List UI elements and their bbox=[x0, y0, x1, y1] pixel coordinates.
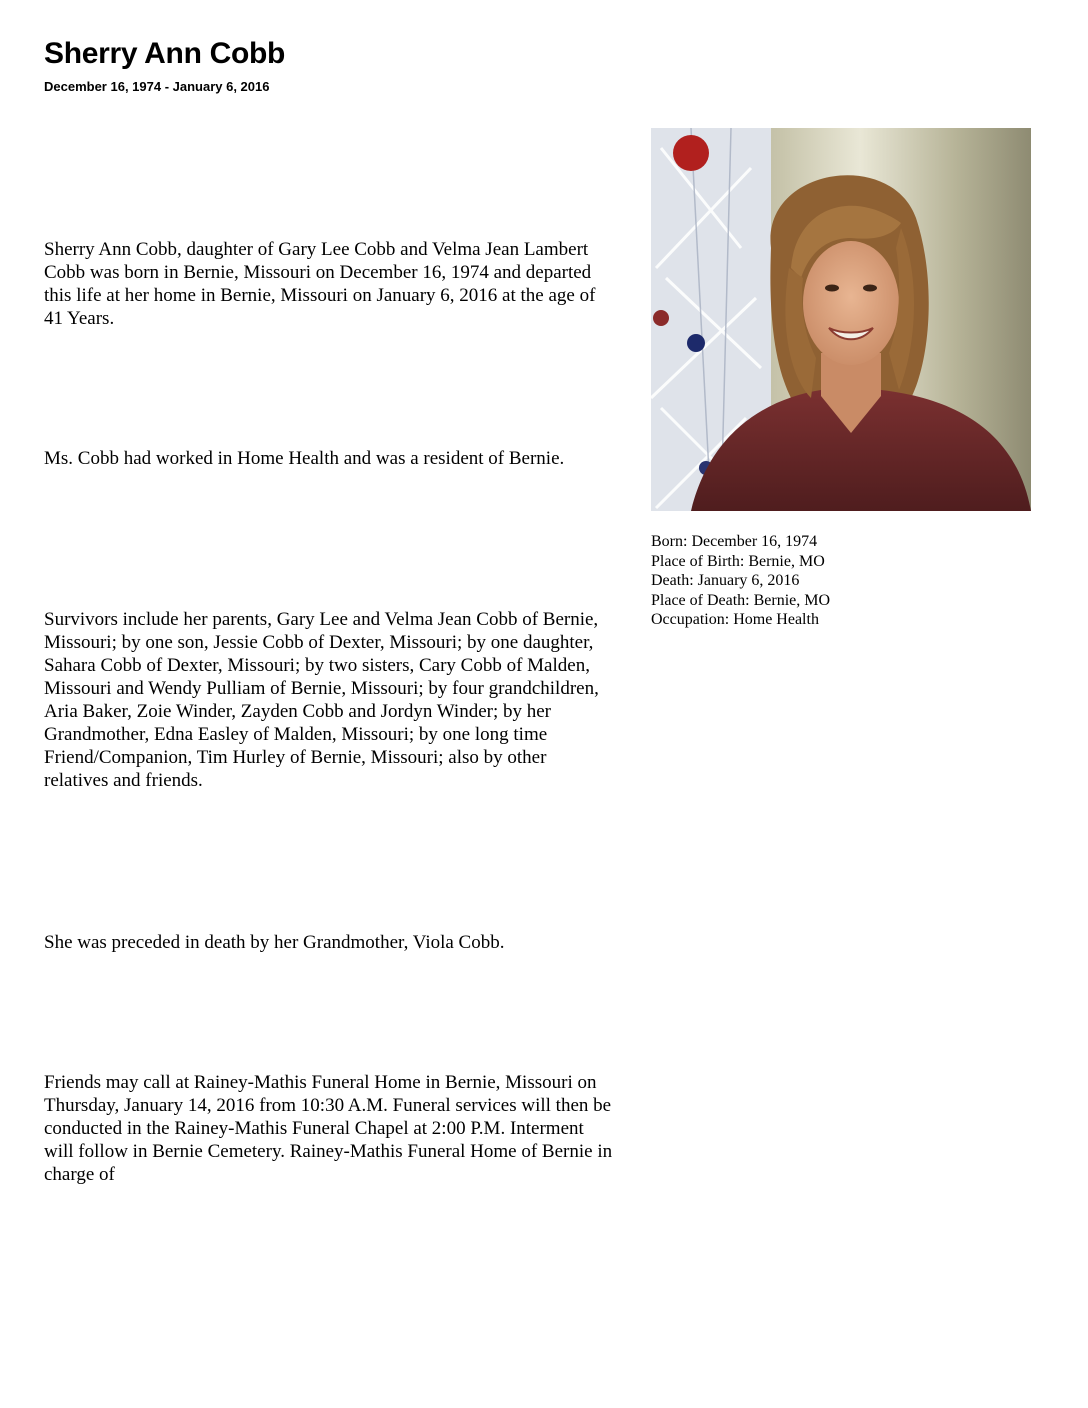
fact-born: Born: December 16, 1974 bbox=[651, 533, 818, 550]
page-title: Sherry Ann Cobb bbox=[44, 37, 286, 70]
portrait-photo bbox=[651, 128, 1031, 511]
fact-occupation: Occupation: Home Health bbox=[651, 611, 819, 628]
paragraph-occupation: Ms. Cobb had worked in Home Health and was a resident of Bernie. bbox=[44, 448, 565, 469]
fact-place-of-death: Place of Death: Bernie, MO bbox=[651, 591, 831, 609]
fact-death: Death: January 6, 2016 bbox=[651, 572, 800, 589]
paragraph-services: Friends may call at Rainey-Mathis Funeral Home in Bernie, Missouri on Thursday, January 14, 2016 from 10:30 A.M. Funeral services will then be conducted in the Rainey-Mathis Funeral Chapel at 2:00 P.M. Interment will follow in Bernie Cemetery. Rainey-Mathis Funeral Home of Bernie in charge of bbox=[44, 1072, 613, 1185]
paragraph-preceded: She was preceded in death by her Grandmother, Viola Cobb. bbox=[44, 932, 505, 953]
paragraph-survivors: Survivors include her parents, Gary Lee and Velma Jean Cobb of Bernie, Missouri; by one son, Jessie Cobb of Dexter, Missouri; by one daughter, Sahara Cobb of Dexter, Missouri; by two sisters, Cary Cobb of Malden, Missouri and Wendy Pulliam of Bernie, Missouri; by four grandchildren, Aria Baker, Zoie Winder, Zayden Cobb and Jordyn Winder; by her Grandmother, Edna Easley of Malden, Missouri; by one long time Friend/Companion, Tim Hurley of Bernie, Missouri; also by other relatives and friends. bbox=[44, 609, 599, 791]
life-dates: December 16, 1974 - January 6, 2016 bbox=[44, 79, 270, 94]
fact-place-of-birth: Place of Birth: Bernie, MO bbox=[651, 552, 825, 570]
paragraph-birth: Sherry Ann Cobb, daughter of Gary Lee Cobb and Velma Jean Lambert Cobb was born in Bernie, Missouri on December 16, 1974 and departed this life at her home in Bernie, Missouri on January 6, 2016 at the age of 41 Years. bbox=[44, 239, 596, 329]
vital-facts bbox=[651, 532, 1031, 630]
